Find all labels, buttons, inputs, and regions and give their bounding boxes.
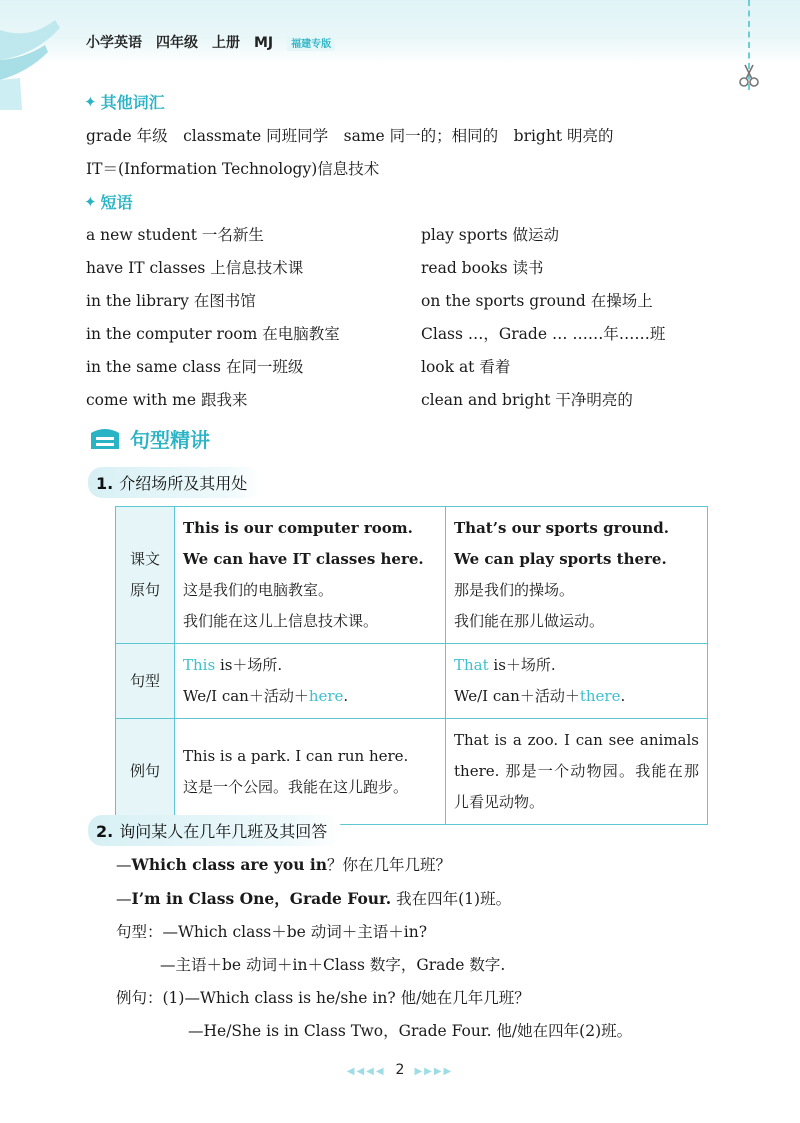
phrases-section-title: ✦ 短语 [84, 192, 133, 212]
example-line: —He/She is in Class Two，Grade Four. 他/她在四年(2)班。 [188, 1022, 633, 1040]
row-label: 句型 [116, 644, 175, 719]
phrase-item: read books 读书 [421, 259, 544, 277]
phrase-item: a new student 一名新生 [86, 226, 264, 244]
text-line: We can play sports there. [454, 550, 667, 568]
sparkle-icon: ✦ [84, 192, 97, 211]
vocab-line-2: IT＝(Information Technology)信息技术 [86, 160, 380, 178]
page-number: 2 [395, 1062, 405, 1078]
point-1-heading [88, 467, 261, 498]
pavilion-roof-decoration [0, 0, 70, 110]
table-cell [175, 719, 446, 825]
text-line: That is＋场所. [454, 656, 556, 674]
phrase-item: have IT classes 上信息技术课 [86, 259, 304, 277]
table-cell [446, 644, 708, 719]
scissors-icon [736, 62, 762, 88]
header-book: 小学英语 [86, 35, 142, 51]
text-line: We/I can＋活动＋here. [183, 687, 349, 705]
keyword: This [183, 656, 216, 674]
text-line: This is a park. I can run here. [183, 746, 409, 765]
keyword: That [454, 656, 489, 674]
keyword: there [579, 687, 621, 705]
table-row [116, 719, 708, 825]
phrase-item: in the computer room 在电脑教室 [86, 325, 340, 343]
table-cell: That is a zoo. I can see animals there. 那是一个动物园。我能在那儿看见动物。 [446, 719, 708, 825]
table-cell [175, 644, 446, 719]
phrase-item: clean and bright 干净明亮的 [421, 391, 633, 409]
text-line: 我们能在那儿做运动。 [454, 612, 605, 630]
point-2-number: 2. [96, 822, 114, 841]
text-line: This is our computer room. [183, 519, 413, 537]
table-row [116, 644, 708, 719]
vocab-line-1: grade 年级 classmate 同班同学 same 同一的；相同的 bright 明亮的 [86, 127, 614, 145]
dialogue-answer: —I’m in Class One，Grade Four. 我在四年(1)班。 [116, 889, 512, 908]
phrase-item: play sports 做运动 [421, 226, 560, 244]
keyword: here [308, 687, 344, 705]
point-2-title: 询问某人在几年几班及其回答 [119, 822, 328, 841]
point-2-heading [88, 815, 341, 846]
row-label: 课文原句 [116, 507, 175, 644]
dialogue-question: —Which class are you in？你在几年几班？ [116, 855, 452, 874]
row-label: 例句 [116, 719, 175, 825]
text-line: We/I can＋活动＋there. [454, 687, 626, 705]
phrase-item: look at 看着 [421, 358, 511, 376]
phrase-item: in the same class 在同一班级 [86, 358, 304, 376]
point-1-number: 1. [96, 474, 114, 493]
phrase-item: come with me 跟我来 [86, 391, 248, 409]
left-arrows-icon: ◀◀◀◀ [346, 1066, 386, 1077]
sentence-section-title: 句型精讲 [88, 424, 210, 453]
page-footer [0, 1062, 800, 1078]
text-line: We can have IT classes here. [183, 550, 424, 568]
table-cell [175, 507, 446, 644]
table-cell [446, 507, 708, 644]
point-1-title: 介绍场所及其用处 [119, 474, 248, 493]
phrase-item: Class …，Grade … ……年……班 [421, 325, 666, 343]
text-line: 那是我们的操场。 [454, 581, 575, 599]
phrase-item: in the library 在图书馆 [86, 292, 256, 310]
header-edition: MJ [254, 35, 274, 51]
vocab-section-title: ✦ 其他词汇 [84, 92, 165, 112]
pattern-table [115, 506, 708, 825]
pattern-line: —主语＋be 动词＋in＋Class 数字，Grade 数字. [160, 956, 506, 974]
right-arrows-icon: ▶▶▶▶ [414, 1066, 454, 1077]
text-line: This is＋场所. [183, 656, 283, 674]
sparkle-icon: ✦ [84, 92, 97, 111]
text-line: 这是我们的电脑教室。 [183, 581, 334, 599]
running-header [86, 32, 335, 52]
header-volume: 上册 [212, 35, 240, 51]
header-edition-tag: 福建专版 [287, 34, 335, 51]
text-line: That’s our sports ground. [454, 519, 669, 537]
table-row [116, 507, 708, 644]
phrase-item: on the sports ground 在操场上 [421, 292, 653, 310]
text-line: 这是一个公园。我能在这儿跑步。 [183, 777, 409, 796]
pattern-line: 句型：—Which class＋be 动词＋主语＋in? [116, 923, 428, 941]
example-line: 例句：(1)—Which class is he/she in? 他/她在几年几班？ [116, 989, 530, 1007]
header-grade: 四年级 [156, 35, 198, 51]
book-icon [88, 425, 122, 453]
text-line: 我们能在这儿上信息技术课。 [183, 612, 379, 630]
